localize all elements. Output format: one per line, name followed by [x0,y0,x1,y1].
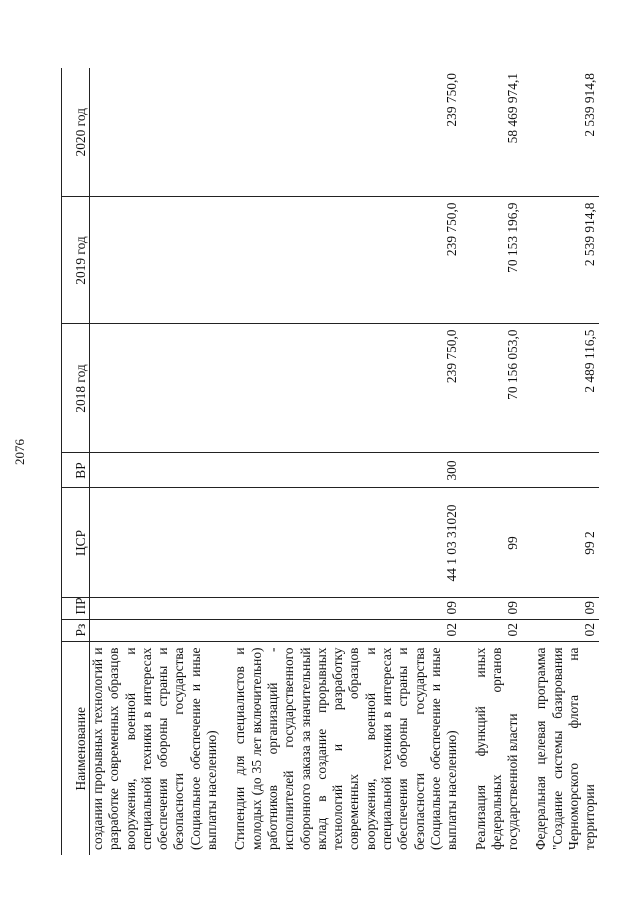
table-row [533,68,598,855]
row-name: Федеральная целевая программа "Создание системы базирования Черноморского флота на территории [533,647,598,850]
table-row [232,68,460,855]
header-vr: ВР [62,453,90,488]
header-rz: Рз [62,620,90,642]
row-2020 [90,68,221,197]
row-spacer [521,68,533,855]
row-name: Реализация функций иных федеральных органов государственной власти [472,647,521,850]
row-pr: 09 [232,598,460,620]
row-vr [473,453,522,488]
row-rz: 02 [232,620,460,642]
page-number: 2076 [12,439,27,465]
header-name: Наименование [62,642,90,855]
table-row [473,68,522,855]
row-vr [90,453,221,488]
row-rz: 02 [533,620,598,642]
row-rz [90,620,221,642]
row-vr: 300 [232,453,460,488]
rotated-page [0,68,640,905]
budget-table [61,68,599,855]
row-2020: 58 469 974,1 [473,68,522,197]
row-vr [533,453,598,488]
row-2019: 239 750,0 [232,197,460,324]
header-2020: 2020 год [62,68,90,197]
row-2018: 239 750,0 [232,324,460,453]
row-pr: 09 [473,598,522,620]
row-2020: 239 750,0 [232,68,460,197]
row-2020: 2 539 914,8 [533,68,598,197]
row-2019: 2 539 914,8 [533,197,598,324]
header-pr: ПР [62,598,90,620]
row-rz: 02 [473,620,522,642]
header-2019: 2019 год [62,197,90,324]
row-csr: 99 [473,488,522,598]
row-2018: 2 489 116,5 [533,324,598,453]
row-2019: 70 153 196,9 [473,197,522,324]
row-2018 [90,324,221,453]
row-2018: 70 156 053,0 [473,324,522,453]
table-row [90,68,221,855]
table-header-row [62,68,90,855]
header-2018: 2018 год [62,324,90,453]
row-spacer [461,68,473,855]
row-spacer [220,68,232,855]
row-pr [90,598,221,620]
row-name: Стипендии для специалистов и молодых (до 35 лет включительно) работников организаций - исполнителей государственного оборонного заказа за значительный вклад в создание прорывных технологий и разработку современных образцов вооружения, военной и специальной техники в интересах обеспечения обороны страны и безопасности государства (Социальное обеспечение и иные выплаты населению) [232,647,460,850]
row-csr [90,488,221,598]
header-csr: ЦСР [62,488,90,598]
row-csr: 99 2 [533,488,598,598]
row-2019 [90,197,221,324]
row-csr: 44 1 03 31020 [232,488,460,598]
row-pr: 09 [533,598,598,620]
row-name: создании прорывных технологий и разработке современных образцов вооружения, военной и специальной техники в интересах обеспечения обороны страны и безопасности государства (Социальное обеспечение и иные выплаты населению) [90,647,220,850]
